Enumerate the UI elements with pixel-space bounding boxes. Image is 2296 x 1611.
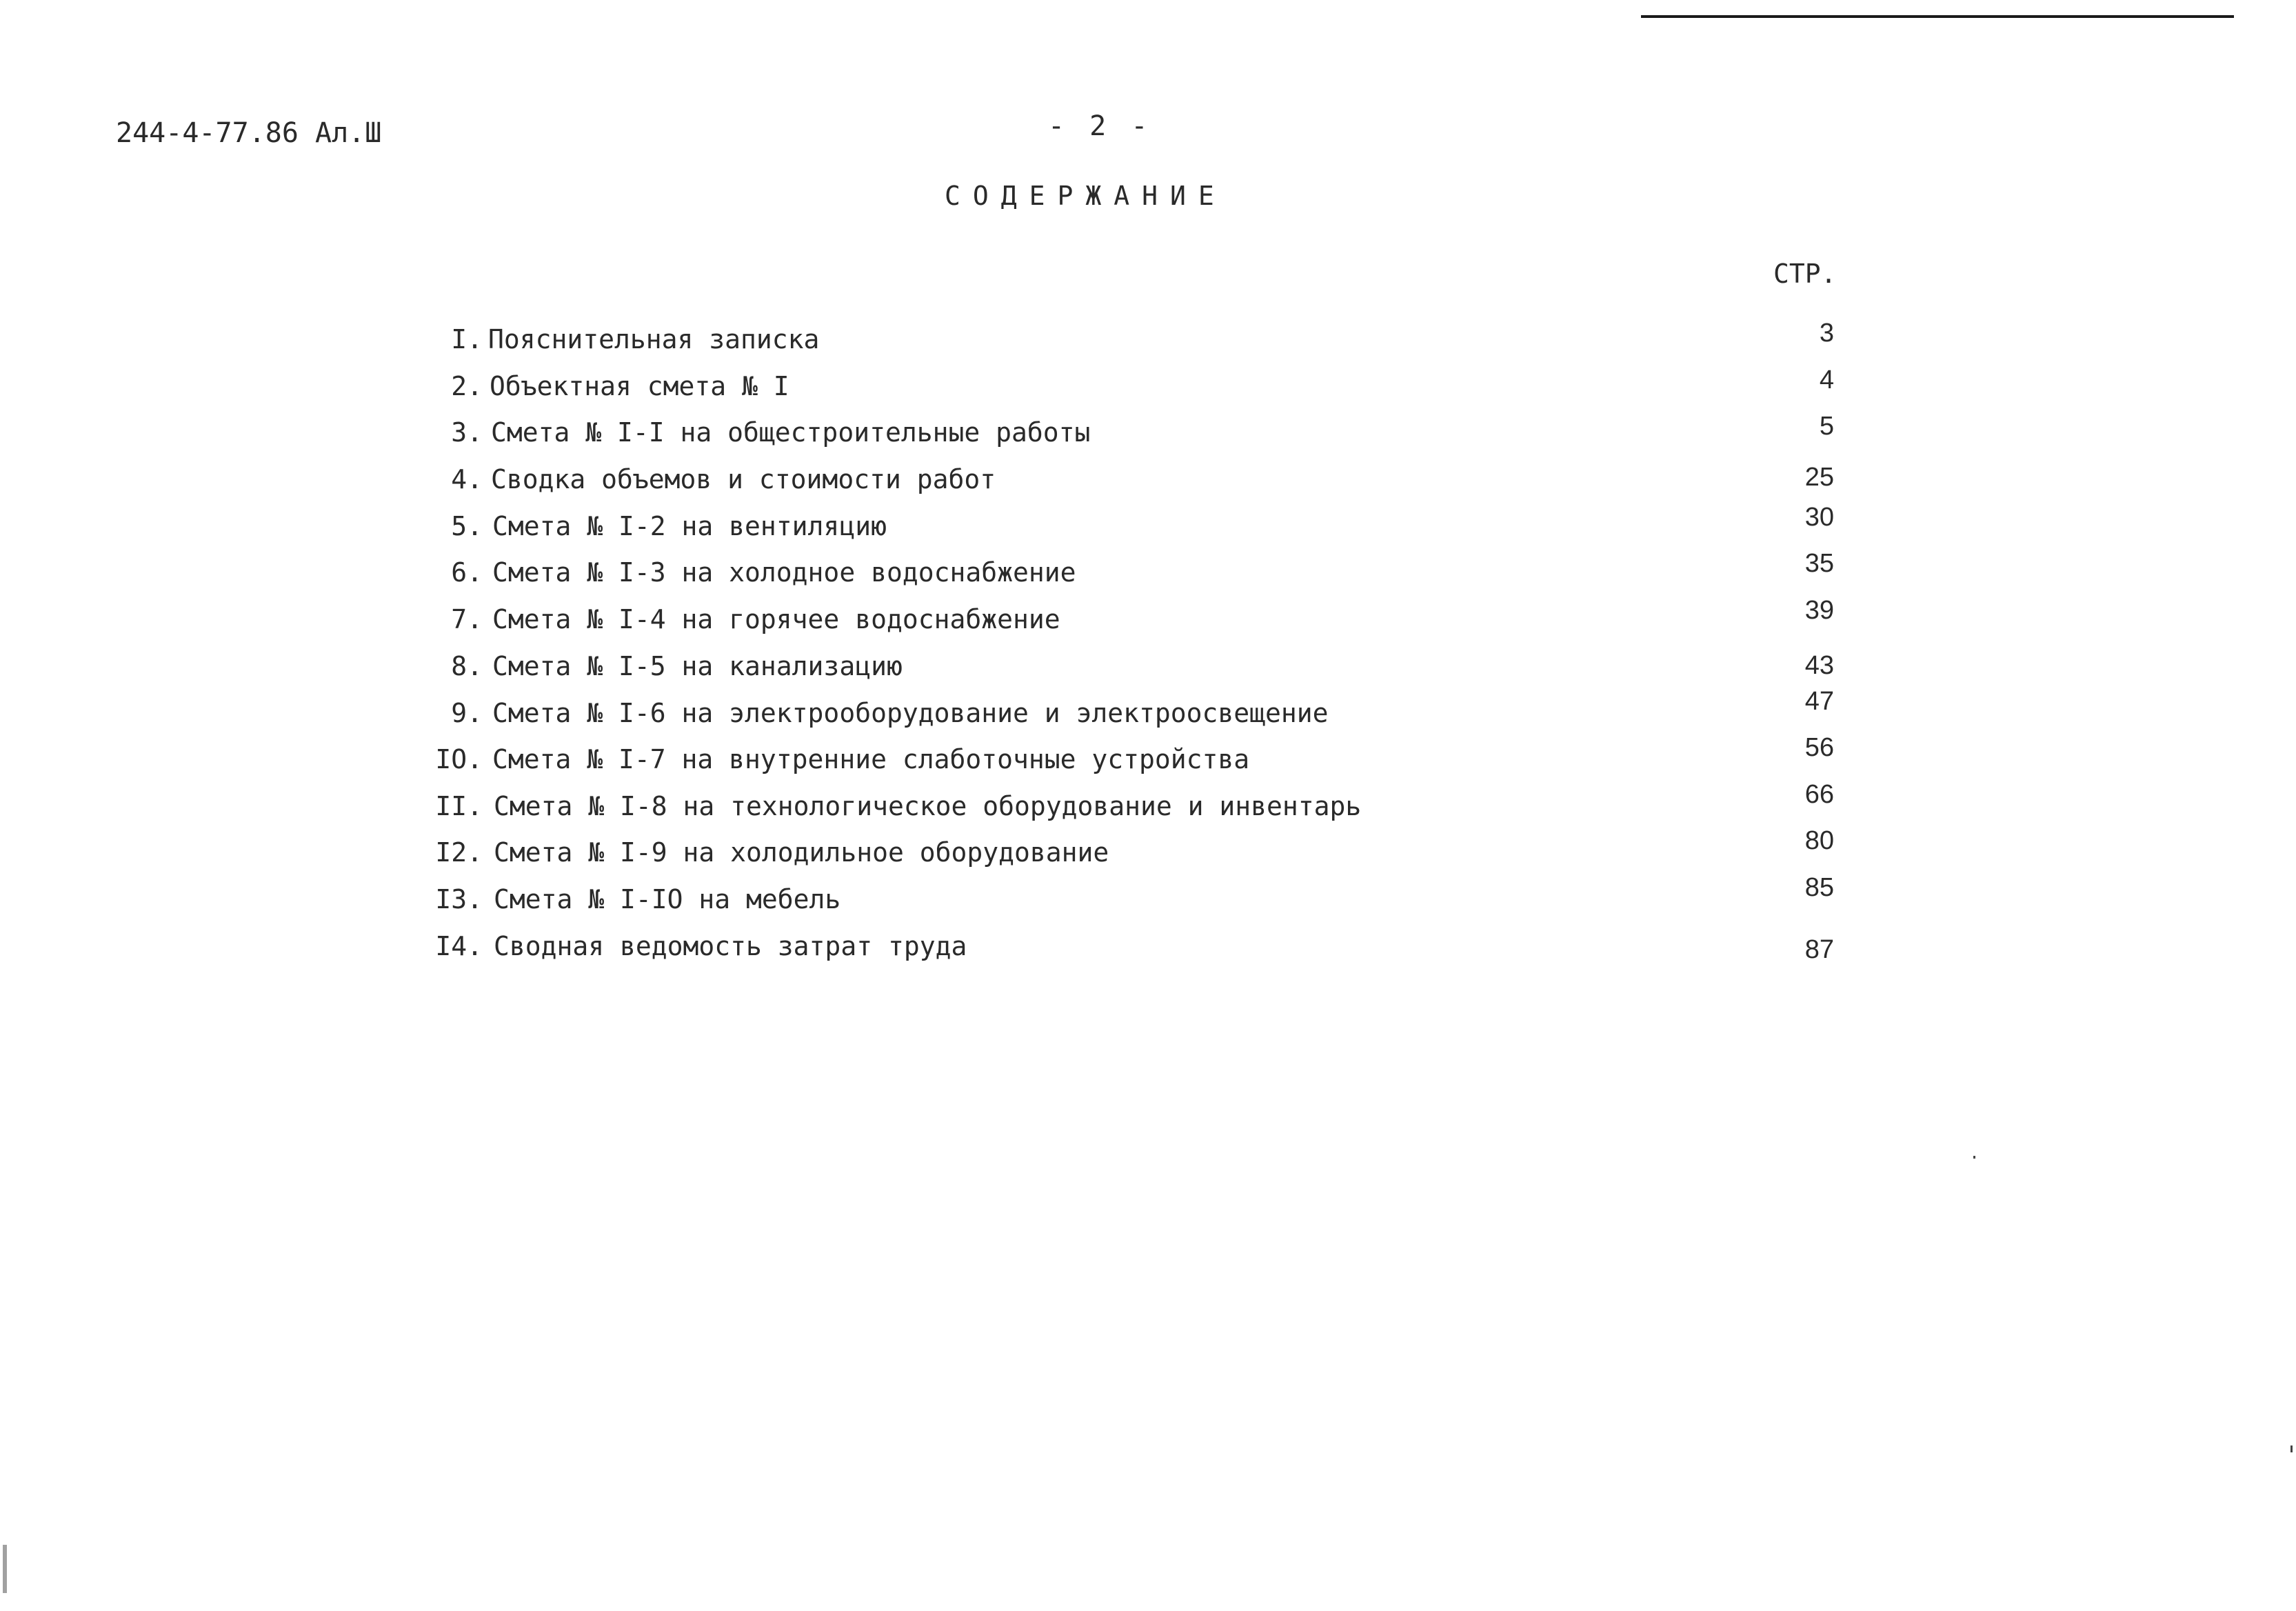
toc-item: [0, 873, 2296, 925]
toc-item-number: 7.: [451, 604, 483, 634]
toc-item-number: I.: [451, 324, 483, 354]
toc-item-page: 47: [1804, 687, 1834, 716]
toc-item: [0, 733, 2296, 786]
toc-item-page: 80: [1804, 826, 1834, 855]
toc-item-page: 87: [1804, 935, 1834, 964]
toc-item-number: 4.: [451, 464, 483, 494]
toc-item-title: Смета № I-5 на канализацию: [492, 651, 903, 681]
toc-item: [0, 549, 2296, 599]
toc-item: [0, 464, 2296, 506]
toc-item-number: 5.: [451, 511, 483, 541]
toc-item-page: 5: [1819, 412, 1834, 441]
toc-item-page: 85: [1804, 873, 1834, 902]
toc-item-title: Пояснительная записка: [488, 324, 820, 354]
toc-item-title: Смета № I-4 на горячее водоснабжение: [492, 604, 1060, 634]
toc-item: [0, 780, 2296, 832]
page-column-header: СТР.: [1773, 259, 1837, 289]
toc-item-page: 35: [1804, 549, 1834, 578]
toc-item: [0, 503, 2296, 552]
toc-item-title: Смета № I-2 на вентиляцию: [492, 511, 887, 541]
toc-item-title: Смета № I-3 на холодное водоснабжение: [492, 557, 1076, 588]
toc-item-title: Сводная ведомость затрат труда: [494, 931, 967, 961]
toc-item-number: 2.: [451, 371, 483, 401]
toc-item-title: Объектная смета № I: [490, 371, 789, 401]
toc-item-title: Смета № I-IO на мебель: [494, 884, 841, 914]
page-title: СОДЕРЖАНИЕ: [945, 181, 1227, 211]
toc-item: [0, 687, 2296, 739]
toc-item-page: 56: [1804, 733, 1834, 762]
page-number: - 2 -: [1048, 110, 1152, 142]
scan-speck: [1973, 1156, 1975, 1159]
toc-item-number: I2.: [435, 837, 483, 868]
toc-item-number: IO.: [435, 744, 483, 774]
toc-item-title: Смета № I-6 на электрооборудование и электроосвещение: [492, 698, 1329, 728]
toc-item-title: Смета № I-I на общестроительные работы: [491, 417, 1091, 448]
toc-item: [0, 826, 2296, 879]
toc-item-title: Сводка объемов и стоимости работ: [491, 464, 996, 494]
toc-item: [0, 412, 2296, 459]
toc-item-number: I3.: [435, 884, 483, 914]
document-code: 244-4-77.86 Ал.Ш: [116, 117, 382, 149]
toc-item-number: 6.: [451, 557, 483, 588]
toc-item: [0, 931, 2296, 972]
toc-item-page: 3: [1819, 319, 1834, 348]
toc-item-title: Смета № I-7 на внутренние слаботочные устройства: [492, 744, 1250, 774]
scan-speck: [2290, 1445, 2293, 1452]
toc-item-number: 9.: [451, 698, 483, 728]
toc-item-number: I4.: [435, 931, 483, 961]
toc-item: [0, 366, 2296, 412]
toc-item: [0, 651, 2296, 692]
toc-item-page: 66: [1804, 780, 1834, 809]
toc-item-page: 30: [1804, 503, 1834, 532]
toc-item-page: 25: [1804, 463, 1834, 492]
toc-item-number: 8.: [451, 651, 483, 681]
toc-item-page: 4: [1819, 366, 1834, 394]
toc-item-title: Смета № I-8 на технологическое оборудование и инвентарь: [494, 791, 1362, 821]
toc-item-title: Смета № I-9 на холодильное оборудование: [494, 837, 1109, 868]
toc-item: [0, 596, 2296, 646]
toc-item-number: 3.: [451, 417, 483, 448]
toc-item-page: 39: [1804, 596, 1834, 625]
scan-speck: [3, 1545, 7, 1593]
toc-item-page: 43: [1804, 651, 1834, 680]
toc-item: [0, 319, 2296, 366]
toc-item-number: II.: [435, 791, 483, 821]
